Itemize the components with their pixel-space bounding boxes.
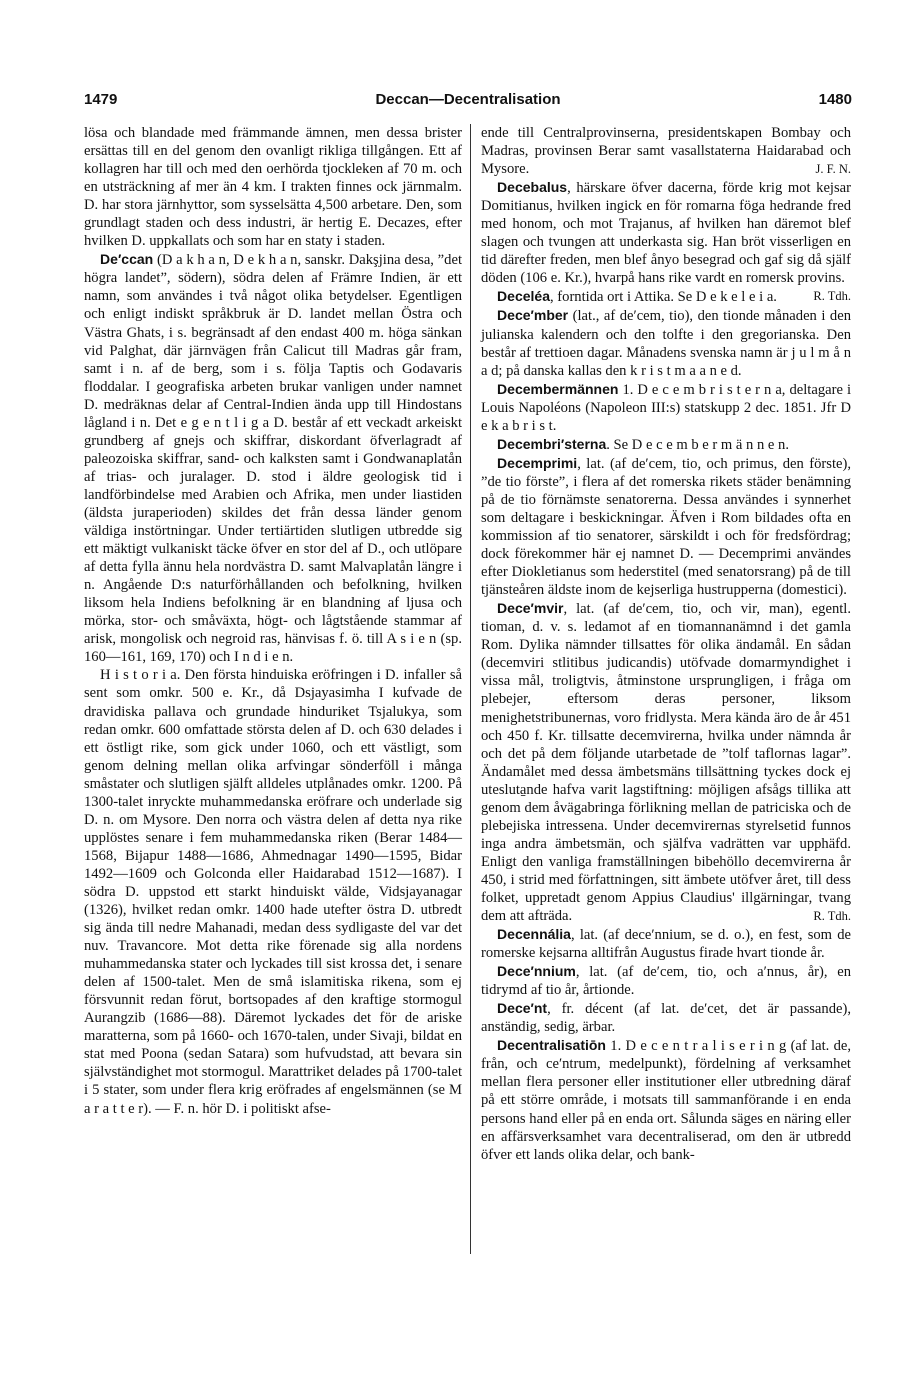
headword: Decebalus bbox=[497, 179, 568, 196]
entry-paragraph: H i s t o r i a. Den första hinduiska eröfringen i D. infaller så sent som omkr. 500 e. Kr., då Dsjayasimha I kufvade de dravidiska pallava och grundade hinduriket Tsjalukya, som redan omkr. 600 omfattade största delen af D. och 630 delades i ett östligt rike, som gick under 1060, och ett västligt, som genom delning mellan olika arfvingar sönderföll i många småstater och slutligen själft alldeles utplånades omkr. 1200. På 1300-talet inryckte muhammedanska eröfrare och underlade sig D. n. om Mysore. Den norra och västra delen af detta nya rike upplöstes senare i fem muhammedanska riken (Berar 1484—1568, Bijapur 1488—1686, Ahmednagar 1490—1595, Bidar 1492—1609 och Golconda eller Haidarabad 1512—1687). I södra D. uppstod ett starkt hinduiskt välde, Vidsjayanagar (1326), hvilket redan omkr. 1400 hade utefter östra D. utbredt sig ända till nedre Mahanadi, medan dess sydligaste del var det nuv. Travancore. Mot detta rike förenade sig alla nordens muhammedanska stater och lyckades till sist krossa det, i senare delen af 1500-talet. Men de små islamitiska rikena, som ej försvunnit redan förut, bortsopades af den kraftige stormogul Aurangzib (1686—88). Däremot lyckades det för de ariske maratterna, som på 1660- och 1670-talen, under Sivaji, bildat en stat med Poona (sedan Satara) som hufvudstad, att bevara sin självständighet mot stormogul. Marattriket delades på 1700-talet i 5 stater, som under flera krig eröfrades af engelsmännen (se M a r a t t e r). — F. n. hör D. i politiskt afse- bbox=[84, 667, 462, 1117]
headword: De′ccan bbox=[100, 251, 154, 268]
running-title: Deccan—Decentralisation bbox=[375, 91, 561, 108]
author-signature: R. Tdh. bbox=[813, 909, 851, 924]
page-number-left: 1479 bbox=[84, 91, 118, 108]
entry-decelea: Deceléa, forntida ort i Attika. Se D e k e l e i a. bbox=[497, 288, 777, 306]
entry-deccan: De′ccan (D a k h a n, D e k h a n, sanskr. Dakşjina desa, ”det högra landet”, södern), södra delen af Främre Indien, är ett namn, som användes i två något olika betydelser. Egentligen och enligt indiskt språkbruk är D. landet mellan Östra och Västra Ghats, i s. begränsadt af den endast 400 m. höga sänkan vid Palghat, där järnvägen från Calicut till Madras går fram, samt i n. af de berg, som i s. följa Taptis och Godavaris floddalar. I geografiska arbeten brukar vanligen under namnet D. medräknas delar af Central-Indien ända upp till Hindostans lågland i n. Det e g e n t l i g a D. består af ett veckadt arkeiskt grundberg af gnejs och skiffrar, diskordant öfverlagradt af paleozoiska skiffrar, sand- och kalksten samt i Gondwanaplatån af trias- och juralager. D. stod i äldre geologisk tid i landförbindelse med Arabien och Afrika, men under liastiden (äldsta juraperioden) skildes det från dessa länder genom väldiga instörtningar. Under tertiärtiden slutligen utbredde sig ett mäktigt vulkaniskt täcke öfver en stor del af D., och utlöpare af detta fylla ännu hela nordvästra D. samt Malvaplatån längre i n. Angående D:s naturförhållanden och befolkning, hvilken liksom hela Indiens befolkning är en blandning af ljusa och mörka, stor- och småväxta, högt- och lågtstående stammar af arisk, mongolisk och negroid ras, hänvisas f. ö. till A s i e n (sp. 160—161, 169, 170) och I n d i e n. bbox=[84, 251, 462, 666]
entry-decent: Dece′nt, fr. décent (af lat. de′cet, det är passande), anständig, sedig, ärbar. bbox=[481, 1000, 851, 1036]
headword: Decembri′sterna bbox=[497, 435, 607, 452]
entry-december: Dece′mber (lat., af de′cem, tio), den tionde månaden i den julianska kalendern och den tolfte i den gregorianska. Den består af trettioen dagar. Månadens svenska namn är j u l m å n a d; på danska kallas den k r i s t m a a n e d. bbox=[481, 307, 851, 379]
headword: Dece′mber bbox=[497, 307, 569, 324]
entry-decentralisation: Decentralisatiōn 1. D e c e n t r a l i s e r i n g (af lat. de, från, och ce′ntrum, medelpunkt), fördelning af verksamhet mellan flera personer eller institutioner eller utbredning däraf på ett större område, i motsats till sammanförande i en enda persons hand eller på en enda ort. Sålunda säges en näring eller en affärsverksamhet vara decentraliserad, om den är utbredd öfver ett lands olika delar, och bank- bbox=[481, 1037, 851, 1163]
headword: Decemprimi bbox=[497, 454, 578, 471]
entry-decembermannen: Decembermännen 1. D e c e m b r i s t e r n a, deltagare i Louis Napoléons (Napoleon III:s) statskupp 2 dec. 1851. Jfr D e k a b r i s t. bbox=[481, 380, 851, 434]
author-signature: R. Tdh. bbox=[813, 289, 851, 304]
entry-decemprimi: Decemprimi, lat. (af de′cem, tio, och primus, den förste), ”de tio förste”, i flera af det romerska rikets städer benämning på de tio förnämste senatorerna. Dessa användes i synnerhet som deltagare i beskickningar. Äfven i Rom bildades ofta en kommission af tio senatorer, särskildt i och för fredsfördrag; dock förekommer här ej namnet D. — Decemprimi användes efter Diokletianus som hederstitel (med senatorsrang) på de till tjänsteåren äldste inom de kejserliga hustrupperna (domestici). bbox=[481, 454, 851, 599]
entry-decennalia: Decennália, lat. (af dece′nnium, se d. o.), en fest, som de romerske kejsarna alltifrån Augustus firade hvart tionde år. bbox=[481, 926, 851, 962]
column-divider bbox=[470, 124, 471, 1254]
page-number-right: 1480 bbox=[818, 91, 852, 108]
entry-paragraph: ende till Centralprovinserna, presidentskapen Bombay och Madras, provinsen Berar samt vasallstaterna Haidarabad och Mysore. J. F. N. bbox=[481, 125, 851, 178]
headword: Decennália bbox=[497, 926, 571, 943]
running-header bbox=[84, 91, 852, 113]
headword: Decembermännen bbox=[497, 380, 619, 397]
entry-paragraph: lösa och blandade med främmande ämnen, men dessa brister ersättas till en del genom den ovanligt rikliga tillgången. Ett af kollagren har till och med den oerhörda tjockleken af 70 m. och en utsträckning af mer än 4 km. I trakten finnes ock järnmalm. D. har stora järnhyttor, som sysselsätta 4,500 arbetare. Den, som grundlagt staden och dess industri, är hertig E. Decazes, efter hvilken D. uppkallats och som har en staty i staden. bbox=[84, 125, 462, 250]
entry-decemvir: Dece′mvir, lat. (af de′cem, tio, och vir, man), egentl. tioman, d. v. s. ledamot af en tiomannanämnd i det gamla Rom. Dylika nämnder tillsattes för olika ändamål. En sådan (decemviri stlitibus judicandis) utöfvade domarmyndighet i vissa mål, troligtvis, åtminstone ursprungligen, i fråga om plebejer, eftersom deras personer, liksom menighetstribunernas, voro fridlysta. Mera kända äro de år 451 och 450 f. Kr. tillsatte decemvirerna, hvilka under nämnda år och det på dem följande utarbetade de ”tolf taflornas lagar”. Ändamålet med dessa ämbetsmäns tillsättning tyckes dock ej utesluta̠nde hafva varit lagstiftning: möjligen afsågs tillika att genom dem åvägabringa förlikning mellan de patriciska och de plebejiska intressena. Under decemvirernas styrelsetid funnos inga andra ämbetsmän, och själfva vadrätten var upphäfd. Enligt den vanliga framställningen bibehöllo decemvirerna år 450, i strid med författningen, sitt ämbete utöfver året, till dess folket, uppretadt genom Appius Claudius' illgärningar, tvang dem att afträda. R. Tdh. bbox=[481, 600, 851, 925]
entry-decennium: Dece′nnium, lat. (af de′cem, tio, och a′nnus, år), en tidrymd af tio år, årtionde. bbox=[481, 963, 851, 999]
headword: Dece′nt bbox=[497, 1000, 548, 1017]
right-column bbox=[481, 124, 851, 1164]
left-column bbox=[84, 124, 462, 1118]
headword: Decentralisatiōn bbox=[497, 1037, 606, 1054]
entry-decembristerna: Decembri′sterna. Se D e c e m b e r m ä n n e n. bbox=[497, 435, 790, 453]
headword: Deceléa bbox=[497, 288, 550, 305]
headword: Dece′mvir bbox=[497, 600, 564, 617]
entry-decebalus: Decebalus, härskare öfver dacerna, förde krig mot kejsar Domitianus, hvilken ingick en för romarna föga hedrande fred med honom, och mot Trajanus, af hvilken han däremot blef slagen och tvungen att underkasta sig. Han bröt visserligen en tid därefter freden, men blef ånyo besegrad och gaf sig då själf döden (106 e. Kr.), hvarpå hans rike vardt en romersk provins. R. Tdh. bbox=[481, 178, 851, 287]
author-signature: J. F. N. bbox=[815, 162, 851, 177]
headword: Dece′nnium bbox=[497, 963, 576, 980]
